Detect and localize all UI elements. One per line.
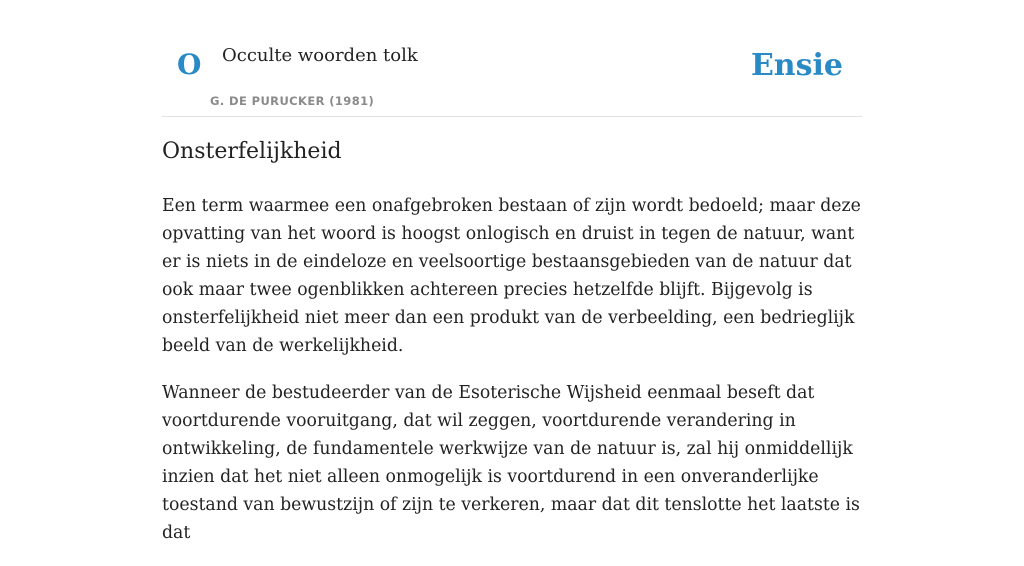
book-title-link[interactable]: Occulte woorden tolk — [222, 45, 418, 66]
index-letter[interactable]: O — [177, 48, 202, 81]
author-link[interactable]: G. DE PURUCKER (1981) — [210, 94, 375, 108]
book-header — [162, 0, 862, 117]
entry-paragraph: Wanneer de bestudeerder van de Esoterische Wijsheid eenmaal beseft dat voortdurende vooruitgang, dat wil zeggen, voortdurende verandering in ontwikkeling, de fundamentele werkwijze van de natuur is, zal hij onmiddellijk inzien dat het niet alleen onmogelijk is voortdurend in een onveranderlijke toestand van bewustzijn of zijn te verkeren, maar dat dit tenslotte het laatste is dat — [162, 383, 860, 543]
entry-paragraph: Een term waarmee een onafgebroken bestaan of zijn wordt bedoeld; maar deze opvatting van het woord is hoogst onlogisch en druist in tegen de natuur, want er is niets in de eindeloze en veelsoortige bestaansgebieden van de natuur dat ook maar twee ogenblikken achtereen precies hetzelfde blijft. Bijgevolg is onsterfelijkheid niet meer dan een produkt van de verbeelding, een bedrieglijk beeld van de werkelijkheid. — [162, 196, 861, 356]
entry-title: Onsterfelijkheid — [162, 139, 342, 164]
ensie-logo[interactable]: Ensie — [750, 48, 843, 83]
entry-body — [162, 192, 862, 566]
